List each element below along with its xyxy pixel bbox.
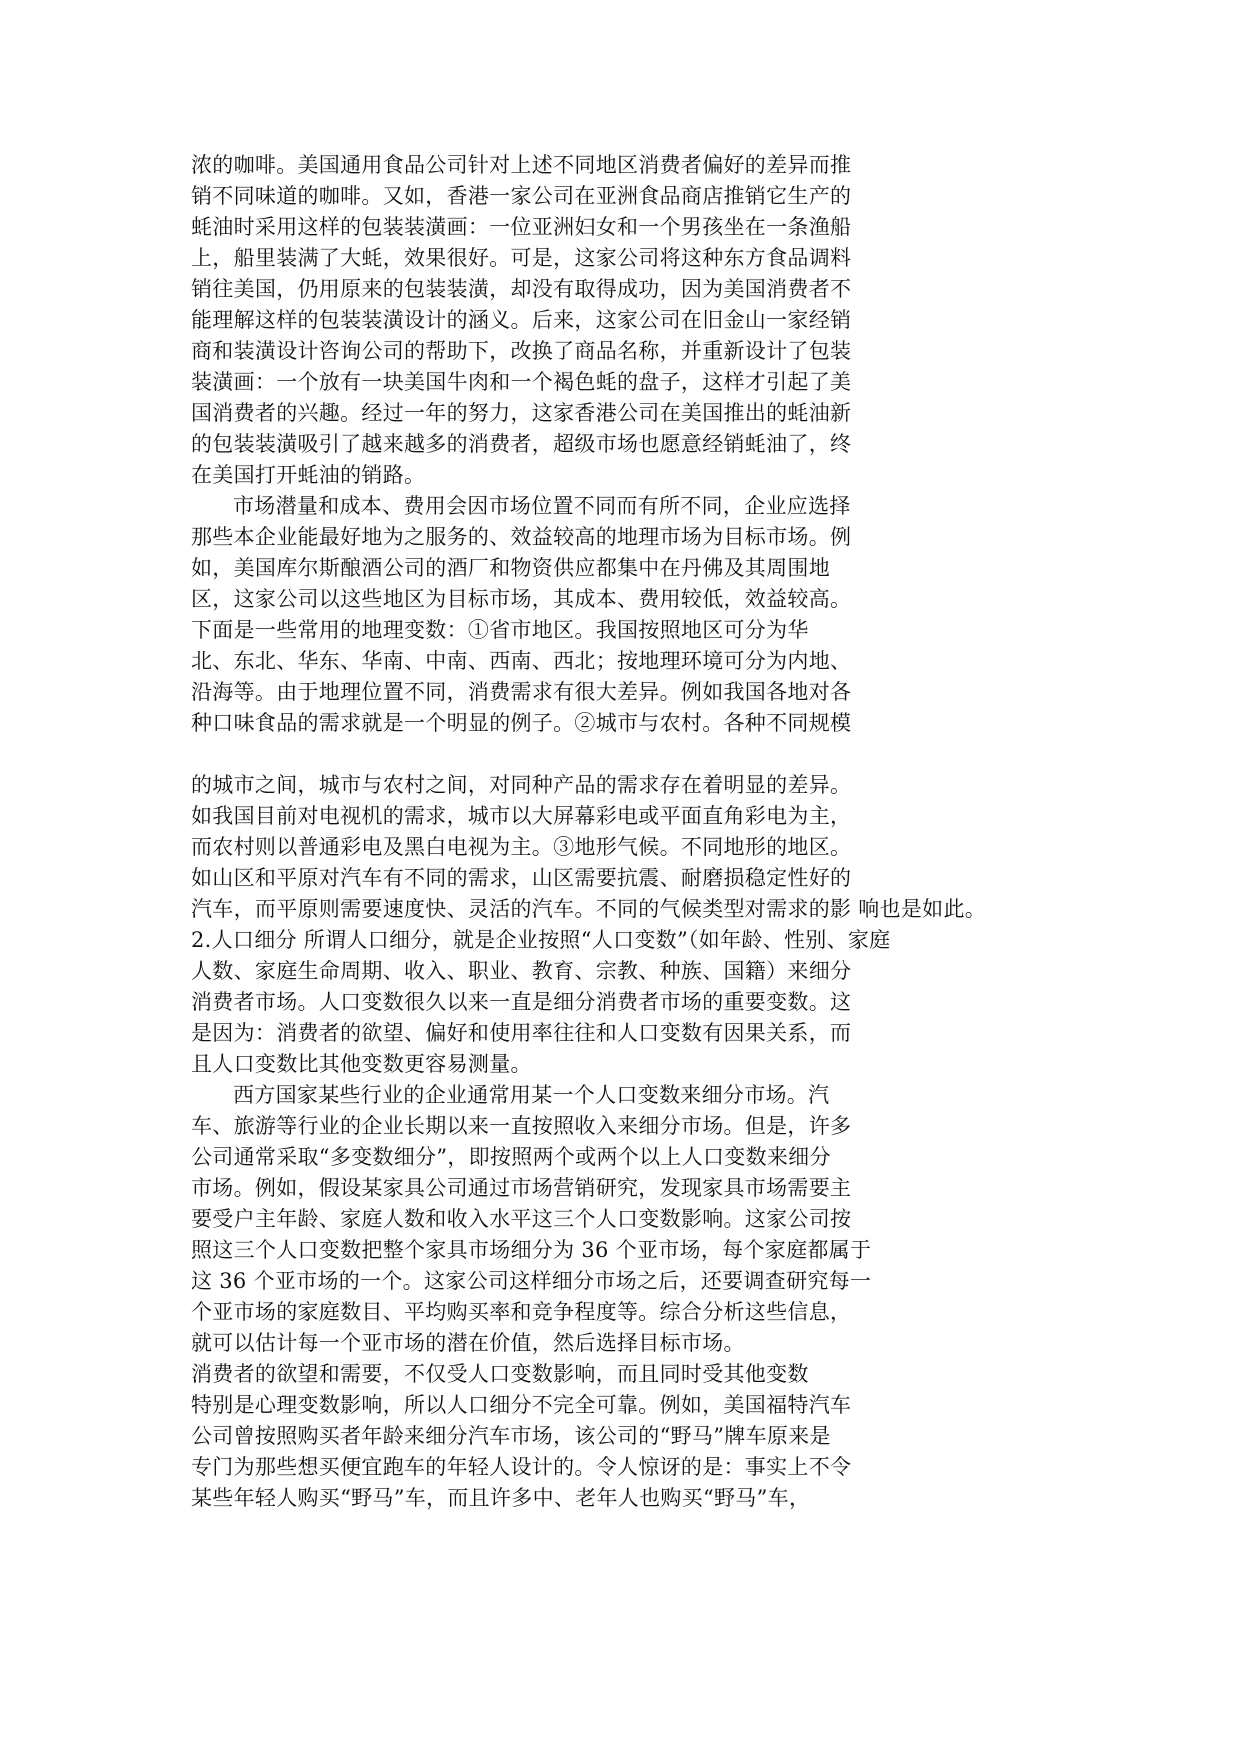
text-line: 上，船里装满了大蚝，效果很好。可是，这家公司将这种东方食品调料 [191,246,852,270]
text-line: 专门为那些想买便宜跑车的年轻人设计的。令人惊讶的是：事实上不令 [191,1455,852,1479]
text-line: 能理解这样的包装装潢设计的涵义。后来，这家公司在旧金山一家经销 [191,308,852,332]
text-line: 如我国目前对电视机的需求，城市以大屏幕彩电或平面直角彩电为主， [191,804,852,828]
text-line: 如，美国库尔斯酿酒公司的酒厂和物资供应都集中在丹佛及其周围地 [191,556,830,580]
text-line: 公司曾按照购买者年龄来细分汽车市场，该公司的“野马”牌车原来是 [191,1424,831,1448]
text-line: 是因为：消费者的欲望、偏好和使用率往往和人口变数有因果关系，而 [191,1021,852,1045]
text-line: 的包装装潢吸引了越来越多的消费者，超级市场也愿意经销蚝油了，终 [191,432,852,456]
text-line: 市场潜量和成本、费用会因市场位置不同而有所不同，企业应选择 [233,494,851,518]
text-line: 装潢画：一个放有一块美国牛肉和一个褐色蚝的盘子，这样才引起了美 [191,370,852,394]
text-line: 而农村则以普通彩电及黑白电视为主。③地形气候。不同地形的地区。 [191,835,852,859]
text-line: 在美国打开蚝油的销路。 [191,463,426,487]
text-line: 车、旅游等行业的企业长期以来一直按照收入来细分市场。但是，许多 [191,1114,852,1138]
text-line: 就可以估计每一个亚市场的潜在价值，然后选择目标市场。 [191,1331,745,1355]
text-line: 销往美国，仍用原来的包装装潢，却没有取得成功，因为美国消费者不 [191,277,852,301]
text-line: 要受户主年龄、家庭人数和收入水平这三个人口变数影响。这家公司按 [191,1207,852,1231]
text-line: 市场。例如，假设某家具公司通过市场营销研究，发现家具市场需要主 [191,1176,852,1200]
text-line: 照这三个人口变数把整个家具市场细分为 36 个亚市场，每个家庭都属于 [191,1238,872,1262]
text-line: 浓的咖啡。美国通用食品公司针对上述不同地区消费者偏好的差异而推 [191,153,852,177]
text-line: 公司通常采取“多变数细分”，即按照两个或两个以上人口变数来细分 [191,1145,831,1169]
text-line: 下面是一些常用的地理变数：①省市地区。我国按照地区可分为华 [191,618,809,642]
text-line: 国消费者的兴趣。经过一年的努力，这家香港公司在美国推出的蚝油新 [191,401,852,425]
text-line: 区，这家公司以这些地区为目标市场，其成本、费用较低，效益较高。 [191,587,852,611]
text-line: 汽车，而平原则需要速度快、灵活的汽车。不同的气候类型对需求的影 响也是如此。 [191,897,987,921]
text-line: 某些年轻人购买“野马”车，而且许多中、老年人也购买“野马”车， [191,1486,811,1510]
text-line: 蚝油时采用这样的包装装潢画：一位亚洲妇女和一个男孩坐在一条渔船 [191,215,852,239]
text-line: 沿海等。由于地理位置不同，消费需求有很大差异。例如我国各地对各 [191,680,852,704]
text-line: 那些本企业能最好地为之服务的、效益较高的地理市场为目标市场。例 [191,525,852,549]
text-line: 如山区和平原对汽车有不同的需求，山区需要抗震、耐磨损稳定性好的 [191,866,852,890]
text-line: 2.人口细分 所谓人口细分，就是企业按照“人口变数”（如年龄、性别、家庭 [191,928,891,952]
text-line: 的城市之间，城市与农村之间，对同种产品的需求存在着明显的差异。 [191,773,852,797]
text-line: 消费者市场。人口变数很久以来一直是细分消费者市场的重要变数。这 [191,990,852,1014]
text-line: 商和装潢设计咨询公司的帮助下，改换了商品名称，并重新设计了包装 [191,339,852,363]
text-line: 个亚市场的家庭数目、平均购买率和竞争程度等。综合分析这些信息， [191,1300,852,1324]
text-line: 且人口变数比其他变数更容易测量。 [191,1052,532,1076]
text-line: 种口味食品的需求就是一个明显的例子。②城市与农村。各种不同规模 [191,711,852,735]
text-line: 特别是心理变数影响，所以人口细分不完全可靠。例如，美国福特汽车 [191,1393,852,1417]
text-line: 人数、家庭生命周期、收入、职业、教育、宗教、种族、国籍）来细分 [191,959,852,983]
text-line: 这 36 个亚市场的一个。这家公司这样细分市场之后，还要调查研究每一 [191,1269,872,1293]
text-line: 销不同味道的咖啡。又如，香港一家公司在亚洲食品商店推销它生产的 [191,184,852,208]
text-line: 北、东北、华东、华南、中南、西南、西北；按地理环境可分为内地、 [191,649,852,673]
text-line: 消费者的欲望和需要，不仅受人口变数影响，而且同时受其他变数 [191,1362,809,1386]
text-line: 西方国家某些行业的企业通常用某一个人口变数来细分市场。汽 [233,1083,830,1107]
